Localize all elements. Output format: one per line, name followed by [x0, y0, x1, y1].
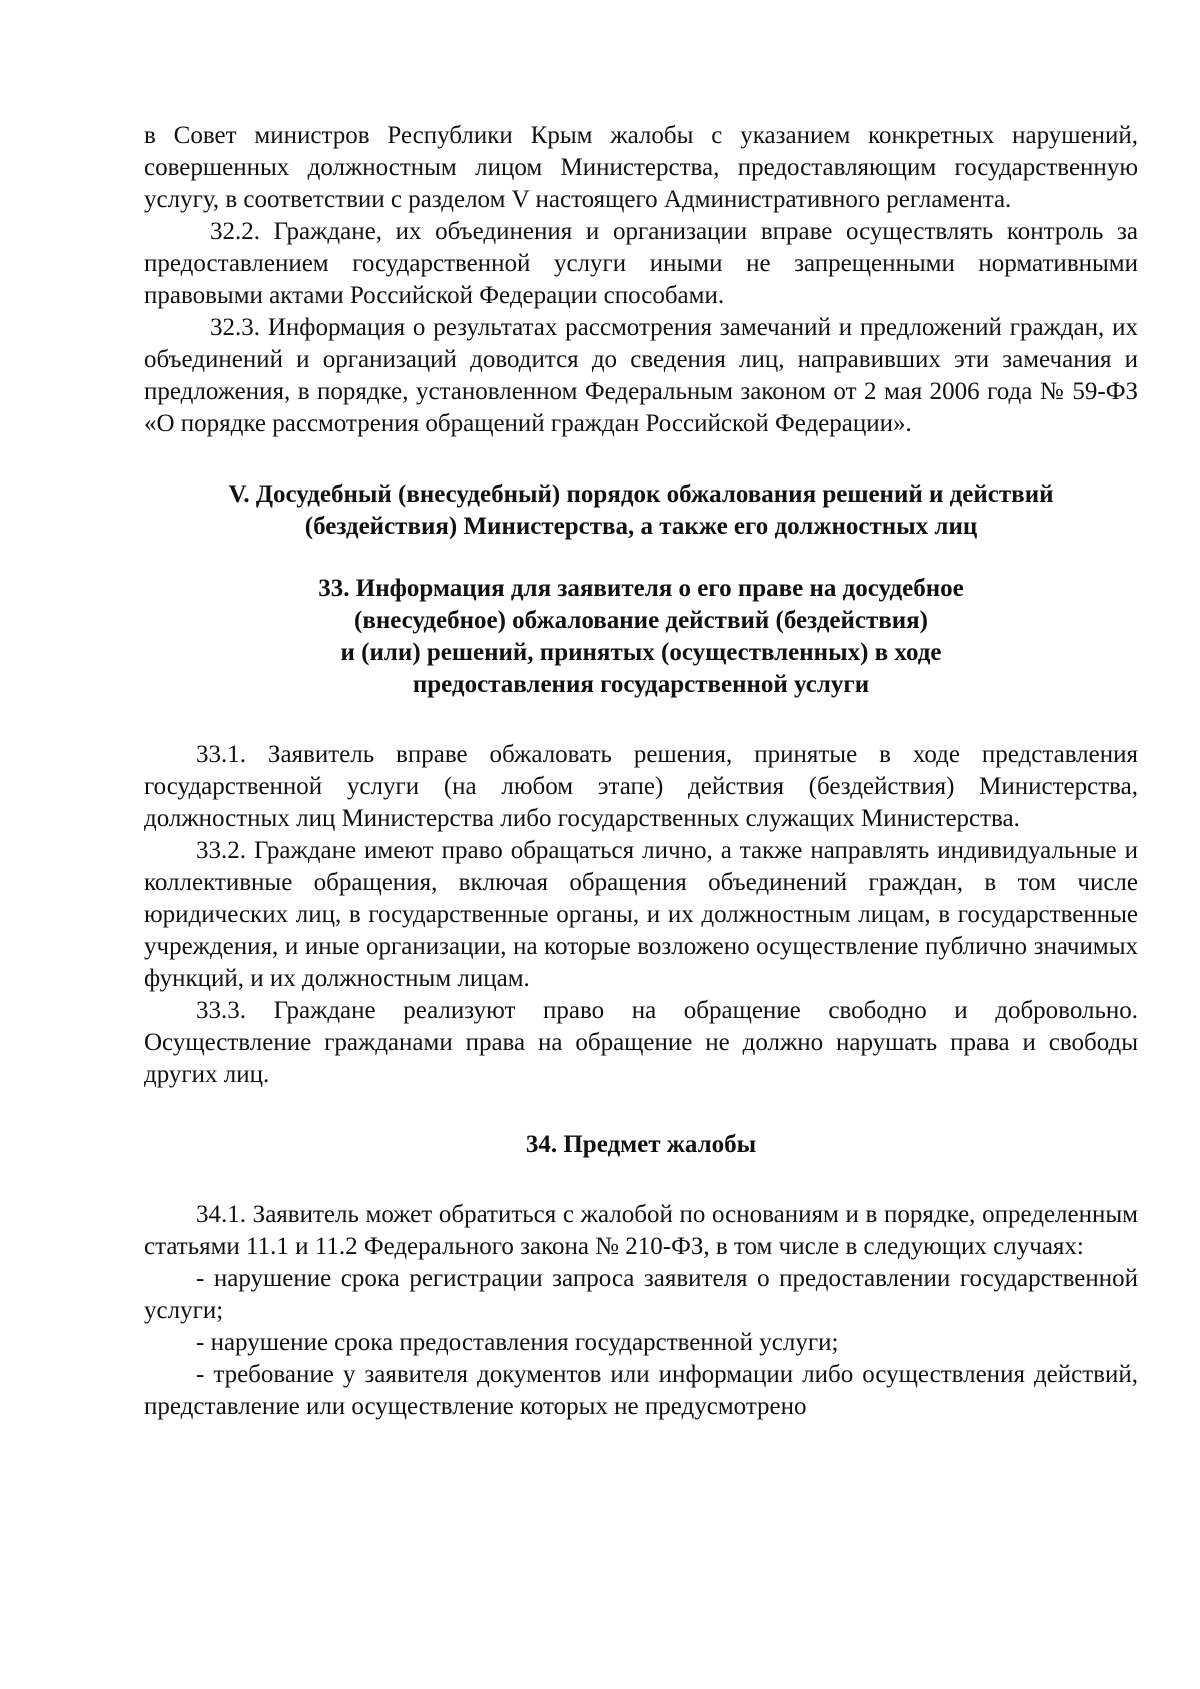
document-page	[144, 120, 1138, 1423]
paragraph-32-2: 32.2. Граждане, их объединения и организации вправе осуществлять контроль за предоставлением государственной услуги иными не запрещенными нормативными правовыми актами Российской Федерации способами.	[144, 218, 1138, 309]
list-item-registration-delay: - нарушение срока регистрации запроса заявителя о предоставлении государственной услуги;	[144, 1265, 1138, 1324]
paragraph-32-3: 32.3. Информация о результатах рассмотрения замечаний и предложений граждан, их объединений и организаций доводится до сведения лиц, направивших эти замечания и предложения, в порядке, установленном Федеральным законом от 2 мая 2006 года № 59-ФЗ «О порядке рассмотрения обращений граждан Российской Федерации».	[144, 314, 1138, 437]
section-33-heading-line: (внесудебное) обжалование действий (бездействия)	[354, 607, 928, 634]
section-33-heading-line: 33. Информация для заявителя о его праве на досудебное	[318, 575, 964, 602]
list-item-service-delay: - нарушение срока предоставления государственной услуги;	[196, 1329, 839, 1356]
section-33-heading-line: и (или) решений, принятых (осуществленных) в ходе	[340, 639, 942, 666]
paragraph-33-3: 33.3. Граждане реализуют право на обращение свободно и добровольно. Осуществление гражданами права на обращение не должно нарушать права и свободы других лиц.	[144, 997, 1138, 1088]
section-34-heading: 34. Предмет жалобы	[525, 1131, 757, 1158]
section-v-heading	[144, 479, 1138, 543]
section-33-heading-line: предоставления государственной услуги	[412, 671, 870, 698]
paragraph-33-2: 33.2. Граждане имеют право обращаться лично, а также направлять индивидуальные и коллективные обращения, включая обращения объединений граждан, в том числе юридических лиц, в государственные органы, и их должностным лицам, в государственные учреждения, и иные организации, на которые возложено осуществление публично значимых функций, и их должностным лицам.	[144, 837, 1138, 992]
section-v-heading-line: V. Досудебный (внесудебный) порядок обжалования решений и действий	[228, 481, 1054, 508]
section-33-heading	[144, 573, 1138, 701]
list-item-extra-documents: - требование у заявителя документов или информации либо осуществления действий, представление или осуществление которых не предусмотрено	[144, 1361, 1138, 1420]
paragraph-continuation: в Совет министров Республики Крым жалобы с указанием конкретных нарушений, совершенных должностным лицом Министерства, предоставляющим государственную услугу, в соответствии с разделом V настоящего Административного регламента.	[144, 122, 1138, 213]
paragraph-34-1: 34.1. Заявитель может обратиться с жалобой по основаниям и в порядке, определенным статьями 11.1 и 11.2 Федерального закона № 210-ФЗ, в том числе в следующих случаях:	[144, 1201, 1138, 1260]
section-v-heading-line: (бездействия) Министерства, а также его должностных лиц	[304, 513, 978, 540]
paragraph-33-1: 33.1. Заявитель вправе обжаловать решения, принятые в ходе представления государственной услуги (на любом этапе) действия (бездействия) Министерства, должностных лиц Министерства либо государственных служащих Министерства.	[144, 741, 1138, 832]
